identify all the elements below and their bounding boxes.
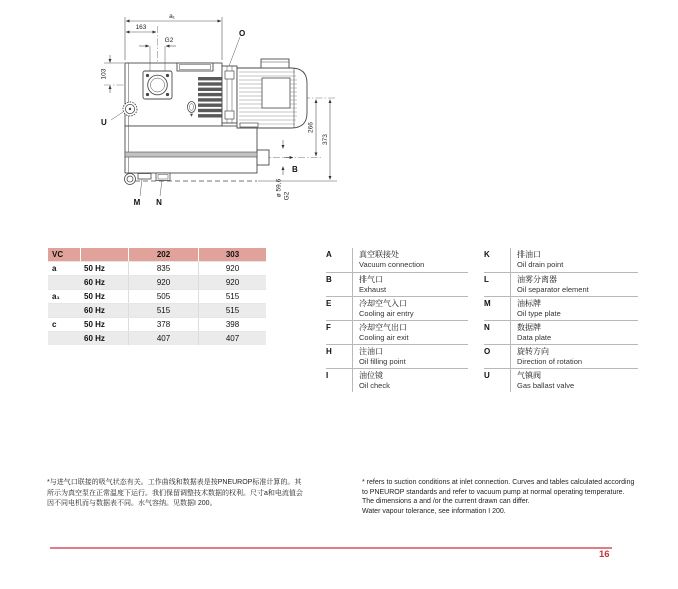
row-value-303: 920 bbox=[198, 276, 266, 289]
row-value-303: 920 bbox=[198, 262, 266, 275]
legend-letter: E bbox=[326, 299, 332, 308]
row-dim: a bbox=[52, 264, 57, 273]
row-value-202: 835 bbox=[128, 262, 198, 275]
dimension-table bbox=[48, 248, 266, 345]
legend-letter: M bbox=[484, 299, 491, 308]
legend-zh: 油标牌 bbox=[517, 299, 541, 308]
dim-g2-top-label: G2 bbox=[164, 37, 174, 44]
legend-en: Direction of rotation bbox=[517, 357, 583, 366]
table-header-row bbox=[48, 248, 266, 261]
legend-zh: 旋转方向 bbox=[517, 347, 549, 356]
table-row bbox=[48, 261, 266, 275]
dim-266-label: 266 bbox=[307, 122, 315, 133]
row-hz: 50 Hz bbox=[84, 292, 105, 301]
oil-drain-knob bbox=[125, 174, 136, 185]
legend-zh: 冷却空气出口 bbox=[359, 323, 407, 332]
row-hz: 60 Hz bbox=[84, 278, 105, 287]
legend-letter: B bbox=[326, 275, 332, 284]
legend-item bbox=[326, 248, 468, 272]
footer-rule bbox=[50, 547, 612, 549]
label-n: N bbox=[156, 198, 162, 207]
legend-item bbox=[484, 368, 638, 392]
footnote-zh bbox=[47, 478, 303, 510]
legend-letter: H bbox=[326, 347, 332, 356]
legend-item bbox=[484, 248, 638, 272]
row-hz: 50 Hz bbox=[84, 320, 105, 329]
row-value-303: 398 bbox=[198, 318, 266, 331]
label-b: B bbox=[292, 165, 298, 174]
legend-en: Oil separator element bbox=[517, 285, 589, 294]
legend-en: Cooling air exit bbox=[359, 333, 409, 342]
legend-item bbox=[326, 344, 468, 368]
row-dim: c bbox=[52, 320, 57, 329]
col-303-header: 303 bbox=[198, 248, 266, 261]
label-m: M bbox=[133, 198, 141, 207]
table-row bbox=[48, 331, 266, 345]
row-value-202: 407 bbox=[128, 332, 198, 345]
footnote-en-line: to PNEUROP standards and refer to vacuum pump at normal operating temperature. bbox=[362, 488, 625, 496]
legend-en: Exhaust bbox=[359, 285, 387, 294]
legend-item bbox=[326, 272, 468, 296]
legend-en: Oil drain point bbox=[517, 260, 564, 269]
legend-letter: A bbox=[326, 250, 332, 259]
legend-zh: 气镇阀 bbox=[517, 371, 541, 380]
legend-en: Oil type plate bbox=[517, 309, 561, 318]
gas-ballast-knob bbox=[123, 102, 137, 116]
legend-zh: 油雾分离器 bbox=[517, 275, 557, 284]
row-dim bbox=[48, 276, 80, 289]
row-hz: 60 Hz bbox=[84, 334, 105, 343]
row-hz: 50 Hz bbox=[84, 264, 105, 273]
footnote-en-line: * refers to suction conditions at inlet connection. Curves and tables calculated according bbox=[362, 479, 635, 486]
pump-technical-drawing bbox=[95, 5, 345, 217]
table-row bbox=[48, 317, 266, 331]
dim-dia-label: ø 59,6 bbox=[275, 178, 283, 198]
col-202-header: 202 bbox=[128, 248, 198, 261]
row-value-303: 515 bbox=[198, 290, 266, 303]
page-number: 16 bbox=[599, 549, 610, 560]
legend-zh: 油位镜 bbox=[359, 371, 383, 380]
table-row bbox=[48, 303, 266, 317]
legend-item bbox=[326, 368, 468, 392]
legend-letter: N bbox=[484, 323, 490, 332]
legend-zh: 真空联接处 bbox=[359, 250, 399, 259]
row-value-202: 920 bbox=[128, 276, 198, 289]
parts-legend-left bbox=[326, 248, 468, 392]
table-row bbox=[48, 289, 266, 303]
row-value-202: 378 bbox=[128, 318, 198, 331]
legend-letter: F bbox=[326, 323, 331, 332]
legend-item bbox=[326, 320, 468, 344]
legend-en: Gas ballast valve bbox=[517, 381, 575, 390]
row-dim: a₁ bbox=[52, 292, 60, 301]
legend-zh: 数据牌 bbox=[517, 323, 541, 332]
legend-zh: 冷却空气入口 bbox=[359, 299, 407, 308]
legend-item bbox=[484, 272, 638, 296]
dim-g2-port-label: G2 bbox=[283, 191, 291, 201]
legend-letter: L bbox=[484, 275, 489, 284]
legend-en: Data plate bbox=[517, 333, 552, 342]
legend-zh: 注油口 bbox=[359, 347, 383, 356]
legend-zh: 排气口 bbox=[359, 275, 383, 284]
legend-en: Cooling air entry bbox=[359, 309, 414, 318]
footnote-en bbox=[362, 478, 634, 516]
exhaust-port bbox=[257, 150, 269, 165]
label-o: O bbox=[239, 29, 246, 38]
legend-en: Oil filling point bbox=[359, 357, 406, 366]
footnote-zh-line: 所示为真空泵在正常温度下运行。我们保留调整技术数据的权利。尺寸a和电流值会 bbox=[47, 489, 303, 497]
footnote-zh-line: 因不同电机而与数据表不同。水气容纳。见数据I 200。 bbox=[47, 500, 217, 507]
parts-legend-right bbox=[484, 248, 638, 392]
legend-letter: O bbox=[484, 347, 491, 356]
dim-103-label: 103 bbox=[100, 68, 108, 80]
row-hz: 60 Hz bbox=[84, 306, 105, 315]
footnote-en-line: The dimensions a and /or the current drawn can differ. bbox=[362, 498, 530, 506]
row-value-303: 515 bbox=[198, 304, 266, 317]
oil-type-plate bbox=[138, 174, 151, 180]
footnote-en-line: Water vapour tolerance, see information I 200. bbox=[362, 507, 506, 515]
terminal-box bbox=[261, 59, 289, 68]
legend-en: Oil check bbox=[359, 381, 390, 390]
dim-373-label: 373 bbox=[322, 134, 329, 145]
legend-item bbox=[484, 344, 638, 368]
legend-letter: K bbox=[484, 250, 490, 259]
table-row bbox=[48, 275, 266, 289]
legend-item bbox=[484, 320, 638, 344]
legend-letter: U bbox=[484, 371, 490, 380]
legend-item bbox=[484, 296, 638, 320]
row-value-303: 407 bbox=[198, 332, 266, 345]
row-value-202: 505 bbox=[128, 290, 198, 303]
legend-en: Vacuum connection bbox=[359, 260, 425, 269]
dim-163-label: 163 bbox=[135, 24, 147, 31]
legend-letter: I bbox=[326, 371, 329, 380]
row-dim bbox=[48, 332, 80, 345]
label-u: U bbox=[101, 118, 107, 127]
footnote-zh-line: *与进气口联接的吸气状态有关。工作曲线和数据表是按PNEUROP标准计算的。其 bbox=[47, 479, 302, 486]
row-dim bbox=[48, 304, 80, 317]
row-value-202: 515 bbox=[128, 304, 198, 317]
motor bbox=[237, 59, 307, 128]
vacuum-connection-flange bbox=[143, 71, 172, 99]
motor-adapter bbox=[222, 66, 237, 123]
legend-zh: 排油口 bbox=[517, 250, 541, 259]
legend-item bbox=[326, 296, 468, 320]
table-title: VC bbox=[52, 250, 64, 259]
dim-a1-label: a₁ bbox=[169, 13, 175, 20]
